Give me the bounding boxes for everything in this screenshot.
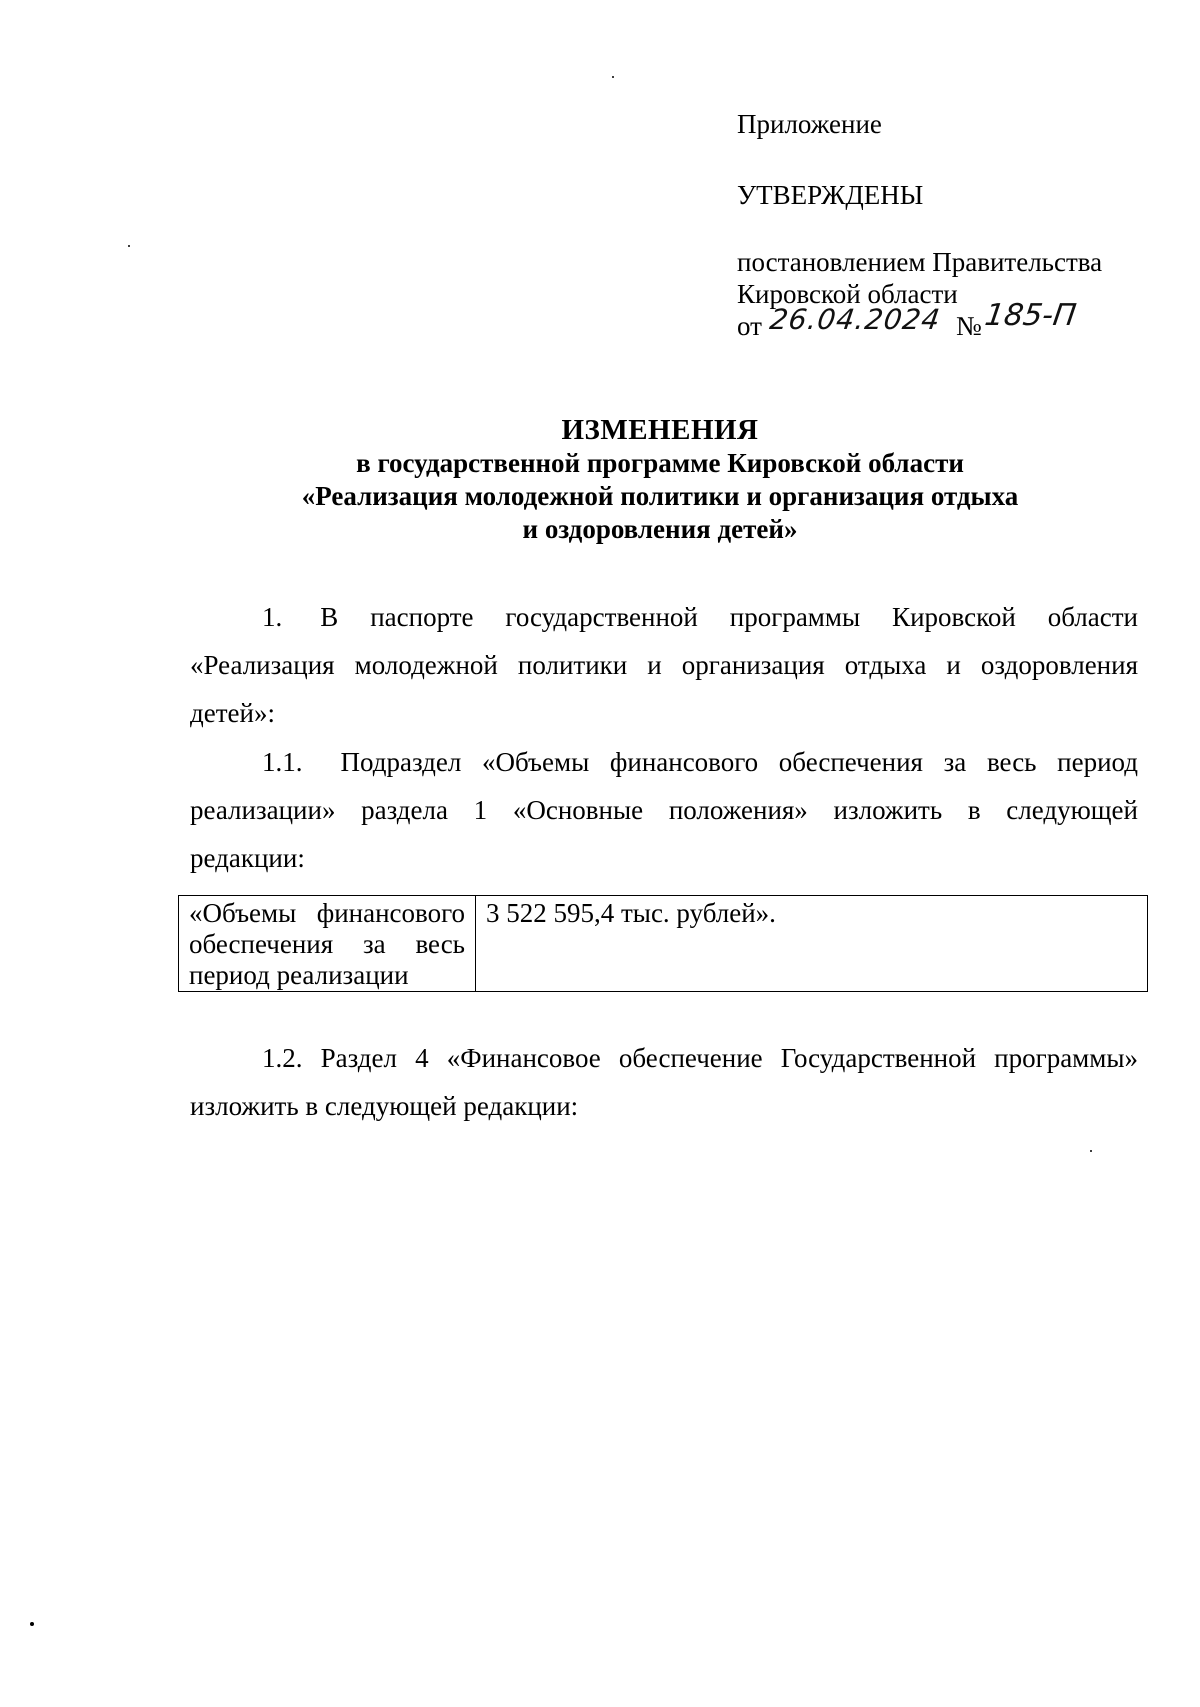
paragraph-1-1-line-2: реализации» раздела 1 «Основные положения» изложить в следующей (190, 795, 1138, 825)
paragraph-1-1-line-1-text: Подраздел «Объемы финансового обеспечения за весь период (340, 747, 1138, 777)
appendix-label: Приложение (737, 109, 882, 139)
paragraph-1-2-line-2: изложить в следующей редакции: (190, 1091, 579, 1121)
approved-label: УТВЕРЖДЕНЫ (737, 180, 924, 210)
financing-table (178, 895, 1148, 992)
paragraph-1-line-2: «Реализация молодежной политики и организация отдыха и оздоровления (190, 650, 1138, 680)
paragraph-1-number: 1. (262, 602, 283, 632)
from-word: от (737, 311, 762, 341)
paragraph-1-line-1 (190, 593, 1138, 641)
paragraph-1-1-line-1 (190, 738, 1138, 786)
paragraph-1-line-3: детей»: (190, 698, 275, 728)
title-line-2: в государственной программе Кировской области (356, 448, 964, 478)
decree-line-2: Кировской области (737, 279, 958, 309)
handwritten-number: 185-П (982, 298, 1079, 333)
scan-speck (1090, 1150, 1092, 1152)
handwritten-date: 26.04.2024 (767, 303, 943, 336)
table-value: 3 522 595,4 тыс. рублей». (486, 898, 776, 928)
paragraph-1-1-number: 1.1. (262, 747, 303, 777)
table-label-line-2: обеспечения за весь (189, 929, 465, 959)
table-row (179, 896, 1148, 992)
scan-speck (128, 245, 130, 247)
paragraph-1-2 (190, 1034, 1138, 1130)
title-main: ИЗМЕНЕНИЯ (561, 414, 759, 446)
title-line-4: и оздоровления детей» (522, 514, 798, 544)
paragraph-1 (190, 593, 1138, 737)
table-label-line-3: период реализации (189, 960, 409, 990)
paragraph-1-2-line-1: 1.2. Раздел 4 «Финансовое обеспечение Государственной программы» (262, 1043, 1138, 1073)
decree-date-number-line (737, 298, 1177, 350)
table-label-line-1: «Объемы финансового (189, 898, 465, 928)
number-sign: № (956, 311, 982, 341)
title-line-3: «Реализация молодежной политики и организация отдыха (301, 481, 1019, 511)
decree-line-1: постановлением Правительства (737, 247, 1103, 277)
table-value-cell (476, 896, 1148, 992)
paragraph-1-1 (190, 738, 1138, 882)
paragraph-1-1-line-3: редакции: (190, 843, 305, 873)
scan-speck (30, 1622, 34, 1626)
paragraph-1-line-1-text: В паспорте государственной программы Кировской области (320, 602, 1138, 632)
table-label-cell (179, 896, 476, 992)
scan-speck (612, 76, 614, 78)
document-title (170, 414, 1150, 546)
